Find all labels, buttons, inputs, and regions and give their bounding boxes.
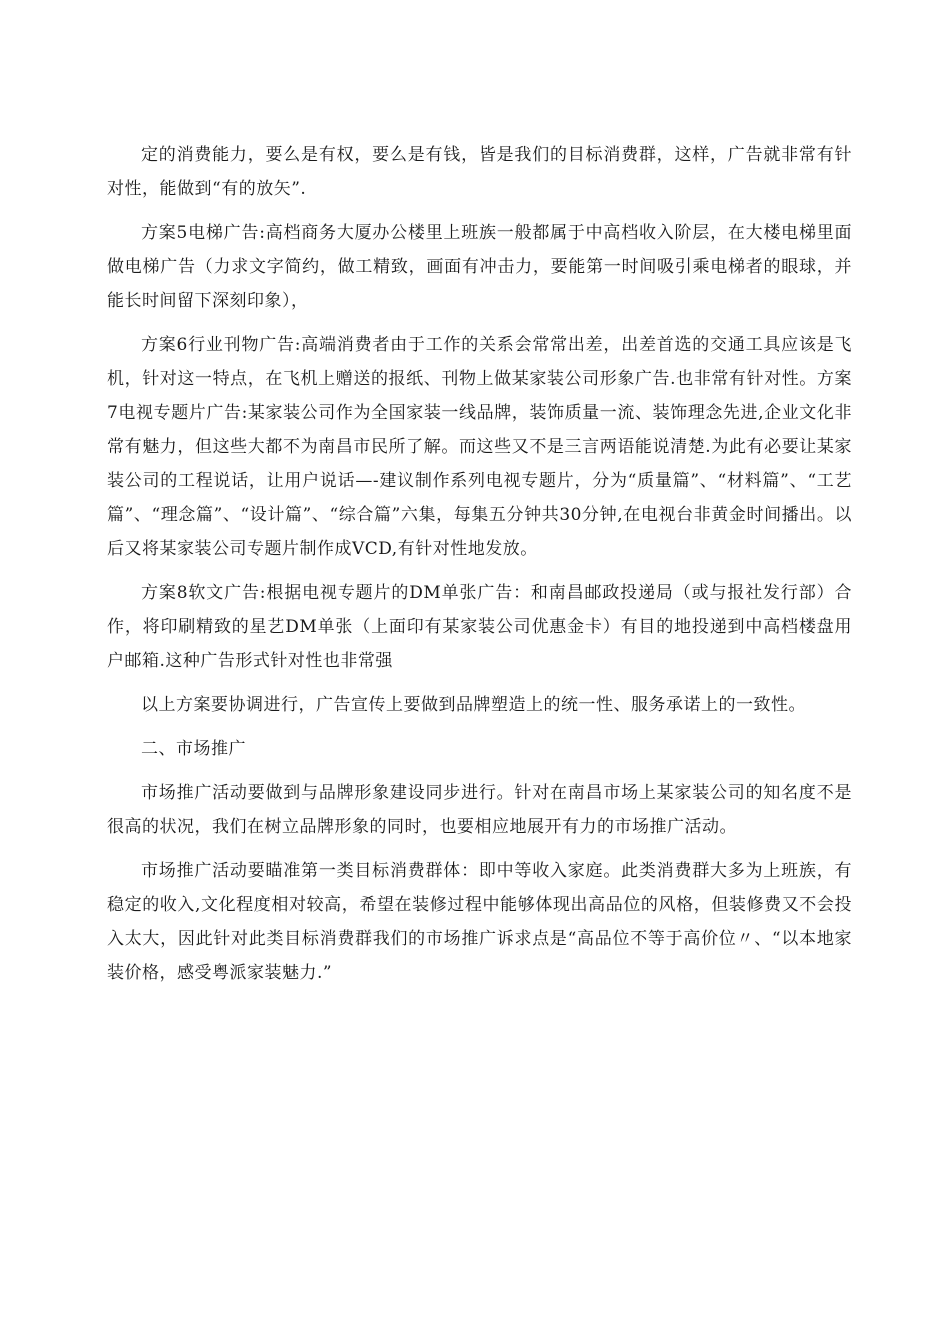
paragraph-market-promotion-2: 市场推广活动要瞄准第一类目标消费群体：即中等收入家庭。此类消费群大多为上班族，有稳定的收入,文化程度相对较高，希望在装修过程中能够体现出高品位的风格，但装修费又不会投入太大，因此针对此类目标消费群我们的市场推广诉求点是“高品位不等于高价位〃、“以本地家装价格，感受粤派家装魅力.” [107,861,852,983]
paragraph-plan-5: 方案5电梯广告:高档商务大厦办公楼里上班族一般都属于中高档收入阶层，在大楼电梯里面做电梯广告（力求文字简约，做工精致，画面有冲击力，要能第一时间吸引乘电梯者的眼球，并能长时间留下深刻印象）， [107,223,852,311]
paragraph-plan-6-7: 方案6行业刊物广告:高端消费者由于工作的关系会常常出差，出差首选的交通工具应该是飞机，针对这一特点，在飞机上赠送的报纸、刊物上做某家装公司形象广告.也非常有针对性。方案7电视专题片广告:某家装公司作为全国家装一线品牌，装饰质量一流、装饰理念先进,企业文化非常有魅力，但这些大都不为南昌市民所了解。而这些又不是三言两语能说清楚.为此有必要让某家装公司的工程说话，让用户说话—-建议制作系列电视专题片，分为“质量篇”、“材料篇”、“工艺篇”、“理念篇”、“设计篇”、“综合篇”六集，每集五分钟共30分钟,在电视台非黄金时间播出。以后又将某家装公司专题片制作成VCD,有针对性地发放。 [107,335,852,559]
section-heading-market-promotion: 二、市场推广 [141,739,246,759]
paragraph-1: 定的消费能力，要么是有权，要么是有钱，皆是我们的目标消费群，这样，广告就非常有针对性，能做到“有的放矢”. [107,145,852,199]
document-body [107,138,852,1000]
paragraph-market-promotion-1: 市场推广活动要做到与品牌形象建设同步进行。针对在南昌市场上某家装公司的知名度不是很高的状况，我们在树立品牌形象的同时，也要相应地展开有力的市场推广活动。 [107,783,852,837]
paragraph-plan-8: 方案8软文广告:根据电视专题片的DM单张广告：和南昌邮政投递局（或与报社发行部）合作，将印刷精致的星艺DM单张（上面印有某家装公司优惠金卡）有目的地投递到中高档楼盘用户邮箱.这种广告形式针对性也非常强 [107,583,852,671]
paragraph-summary: 以上方案要协调进行，广告宣传上要做到品牌塑造上的统一性、服务承诺上的一致性。 [141,695,806,715]
